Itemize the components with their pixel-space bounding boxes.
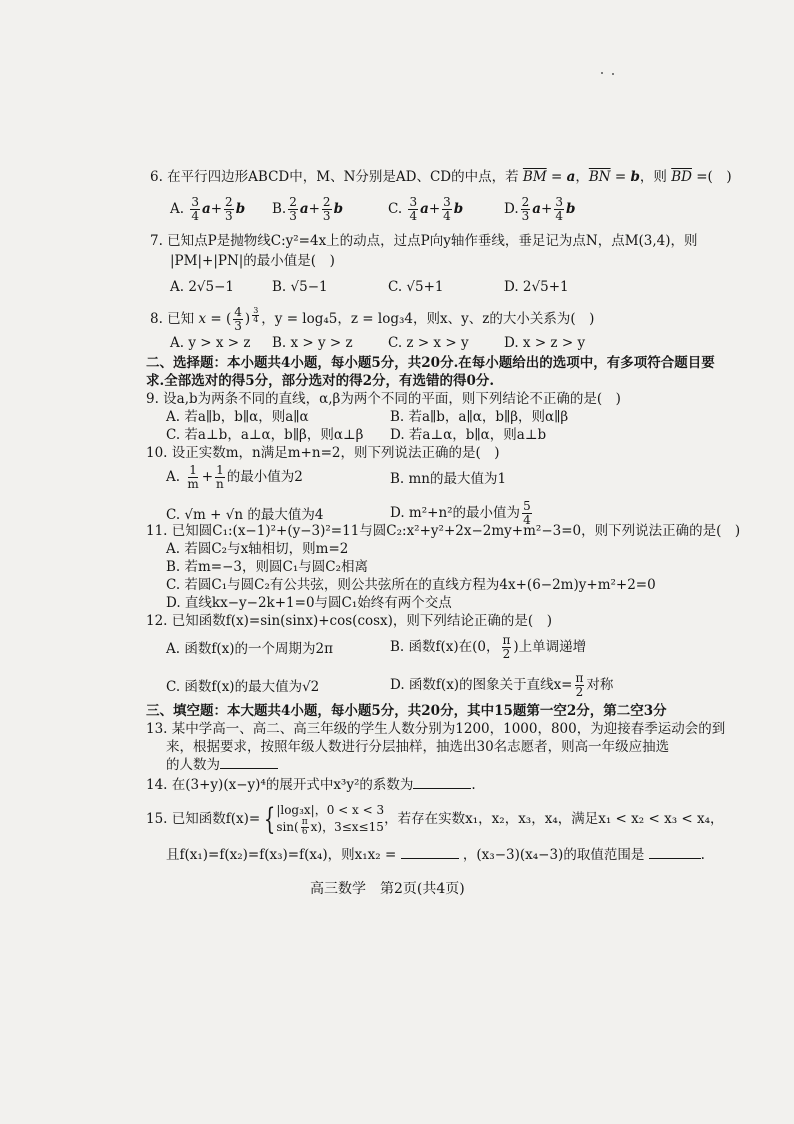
q6-option-d: D. $\frac{2}{3}$ a+ $\frac{3}{4}$ b — [504, 195, 576, 223]
page-footer: 高三数学 第2页(共4页) — [310, 881, 465, 897]
q12-option-d: D. 函数f(x)的图象关于直线x= $\frac{\pi}{2}$ 对称 — [390, 671, 614, 699]
section-2-title-2: 求.全部选对的得5分，部分选对的得2分，有选错的得0分. — [146, 373, 495, 389]
q9-option-c: C. 若a⊥b，a⊥α，b∥β，则α⊥β — [166, 427, 364, 443]
scan-speck — [601, 72, 603, 74]
q13-line-3: 的人数为 — [166, 756, 278, 774]
section-3-title: 三、填空题：本大题共4小题，每小题5分，共20分，其中15题第一空2分，第二空3分 — [146, 703, 667, 719]
q13-line-2: 来，根据要求，按照年级人数进行分层抽样，抽选出30名志愿者，则高一年级应抽选 — [166, 739, 670, 755]
q10-option-c: C. √m + √n 的最大值为4 — [166, 507, 324, 523]
q8-option-b: B. x > y > z — [272, 335, 353, 351]
q9-option-b: B. 若a∥b，a∥α，b∥β，则α∥β — [390, 409, 569, 425]
q6-option-c: C. $\frac{3}{4}$ a+ $\frac{3}{4}$ b — [388, 195, 464, 223]
q12-stem: 12. 已知函数f(x)=sin(sinx)+cos(cosx)，则下列结论正确的是( ) — [146, 613, 552, 629]
q12-option-a: A. 函数f(x)的一个周期为2π — [166, 641, 333, 657]
q7-option-b: B. √5−1 — [272, 279, 328, 295]
q11-option-d: D. 直线kx−y−2k+1=0与圆C₁始终有两个交点 — [166, 595, 452, 611]
q7-stem-2: |PM|+|PN|的最小值是( ) — [170, 253, 335, 269]
q9-option-a: A. 若a∥b，b∥α，则a∥α — [166, 409, 309, 425]
scan-speck — [612, 73, 614, 75]
q15-line-2: 且f(x₁)=f(x₂)=f(x₃)=f(x₄)，则x₁x₂ = ，(x₃−3)(x₄−3)的取值范围是 . — [166, 847, 705, 863]
q11-option-a: A. 若圆C₂与x轴相切，则m=2 — [166, 541, 349, 557]
q12-option-c: C. 函数f(x)的最大值为√2 — [166, 679, 320, 695]
section-2-title: 二、选择题：本小题共4小题，每小题5分，共20分.在每小题给出的选项中，有多项符合题目要 — [146, 355, 715, 371]
q8-stem: 8. 已知 x = ( $\frac{4}{3}$ ) $^{\frac{3}{4}}$ ，y = log₄5，z = log₃4，则x、y、z的大小关系为( ) — [150, 305, 595, 333]
q13-answer-blank[interactable] — [220, 756, 278, 769]
q14-answer-blank[interactable] — [413, 776, 471, 789]
q13-line-1: 13. 某中学高一、高二、高三年级的学生人数分别为1200，1000，800，为迎接春季运动会的到 — [146, 721, 726, 737]
q7-option-a: A. 2√5−1 — [170, 279, 235, 295]
q12-option-b: B. 函数f(x)在(0， $\frac{\pi}{2}$ )上单调递增 — [390, 633, 587, 661]
q6-stem: 6. 在平行四边形ABCD中，M、N分别是AD、CD的中点，若 $\overline{BM} = a$，$\overline{BN} = b$，则 $\overline{BD}$ =( ) — [150, 169, 732, 185]
q11-option-b: B. 若m=−3，则圆C₁与圆C₂相离 — [166, 559, 368, 575]
q7-option-d: D. 2√5+1 — [504, 279, 569, 295]
q6-option-a: A. $\frac{3}{4}$ a+ $\frac{2}{3}$ b — [170, 195, 246, 223]
q10-option-b: B. mn的最大值为1 — [390, 471, 507, 487]
q9-stem: 9. 设a,b为两条不同的直线，α,β为两个不同的平面，则下列结论不正确的是( ) — [146, 391, 621, 407]
q8-option-d: D. x > z > y — [504, 335, 586, 351]
q6-option-b: B. $\frac{2}{3}$ a+ $\frac{2}{3}$ b — [272, 195, 344, 223]
q11-stem: 11. 已知圆C₁:(x−1)²+(y−3)²=11与圆C₂:x²+y²+2x−2my+m²−3=0，则下列说法正确的是( ) — [146, 523, 741, 539]
q8-option-a: A. y > x > z — [170, 335, 251, 351]
q15-stem: 15. 已知函数f(x)= { |log₃x|，0 < x < 3 sin( $\frac{\pi}{6}$ x)，3≤x≤15 ，若存在实数x₁，x₂，x₃，x₄，满足x₁ < x₂ < x₃ < x₄， — [146, 801, 724, 837]
q11-option-c: C. 若圆C₁与圆C₂有公共弦，则公共弦所在的直线方程为4x+(6−2m)y+m²+2=0 — [166, 577, 656, 593]
q15-answer-blank-2[interactable] — [649, 846, 701, 859]
q8-option-c: C. z > x > y — [388, 335, 469, 351]
q10-option-d: D. m²+n²的最小值为 $\frac{5}{4}$ — [390, 499, 531, 527]
q7-stem: 7. 已知点P是抛物线C:y²=4x上的动点，过点P向y轴作垂线，垂足记为点N，点M(3,4)，则 — [150, 233, 698, 249]
q15-answer-blank-1[interactable] — [401, 846, 459, 859]
q10-stem: 10. 设正实数m，n满足m+n=2，则下列说法正确的是( ) — [146, 445, 500, 461]
q14-stem: 14. 在(3+y)(x−y)⁴的展开式中x³y²的系数为 . — [146, 777, 476, 793]
q10-option-a: A. $\frac{1}{m}$ + $\frac{1}{n}$ 的最小值为2 — [166, 463, 303, 491]
q7-option-c: C. √5+1 — [388, 279, 444, 295]
q9-option-d: D. 若a⊥α，b∥α，则a⊥b — [390, 427, 547, 443]
